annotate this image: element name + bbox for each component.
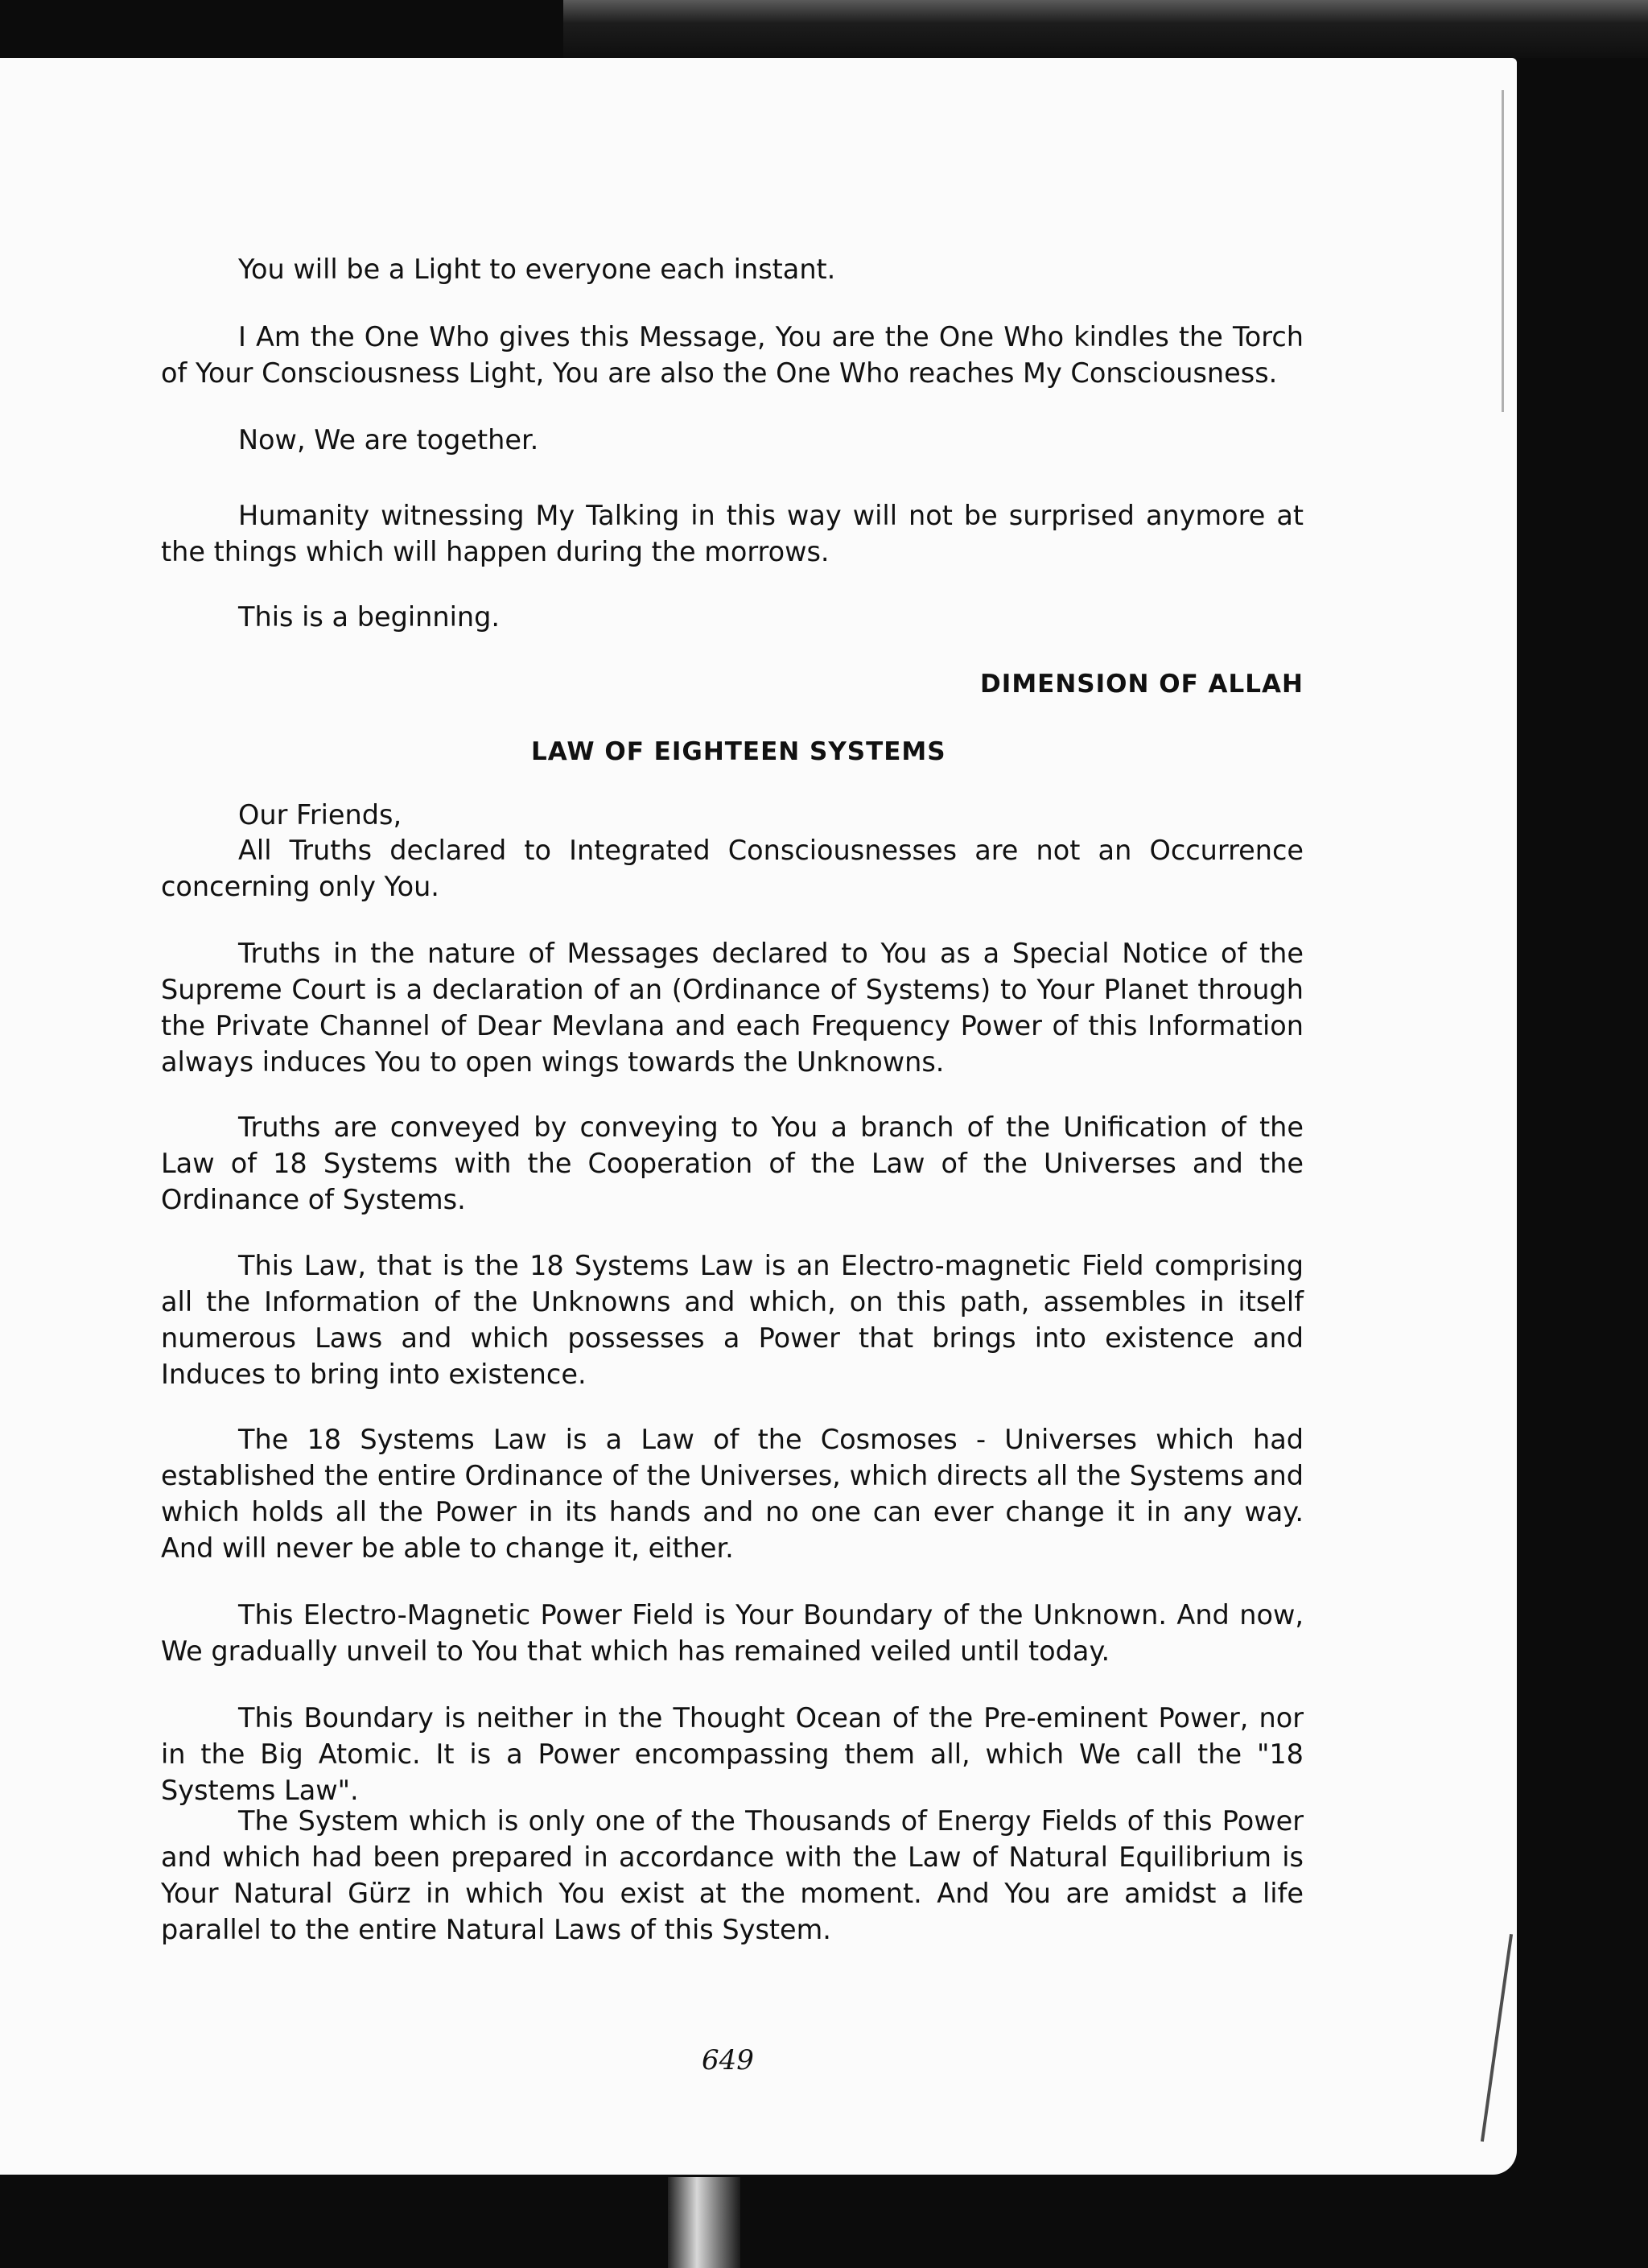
section-heading: LAW OF EIGHTEEN SYSTEMS [531,737,946,766]
page-edge-shadow [1502,90,1504,412]
scanner-top-edge [563,0,1648,58]
paragraph-humanity: Humanity witnessing My Talking in this way will not be surprised anymore at the things which will happen during the morrows. [161,500,1304,567]
paragraph-cosmoses: The 18 Systems Law is a Law of the Cosmoses - Universes which had established the entire Ordinance of the Universes, which directs all the Systems and which holds all the Power in its hands and no one can ever change it in any way. And will never be able to change it, either. [161,1424,1304,1564]
paragraph-light: You will be a Light to everyone each instant. [238,254,836,285]
page-number: 649 [702,2044,754,2076]
paragraph-supreme-court: Truths in the nature of Messages declared to You as a Special Notice of the Supreme Court is a declaration of an (Ordinance of Systems) to Your Planet through the Private Channel of Dear Mevlana and each Frequency Power of this Information always induces You to open wings towards the Unknowns. [161,938,1304,1078]
paragraph-electromagnetic-field: This Law, that is the 18 Systems Law is an Electro-magnetic Field comprising all the Information of the Unknowns and which, on this path, assembles in itself numerous Laws and which possesses a Power that brings into existence and Induces to bring into existence. [161,1250,1304,1390]
scanner-glare [668,2177,740,2268]
paragraph-truths-declared: All Truths declared to Integrated Consciousnesses are not an Occurrence concerning only You. [161,835,1304,902]
paragraph-unification: Truths are conveyed by conveying to You a branch of the Unification of the Law of 18 Systems with the Cooperation of the Law of the Universes and the Ordinance of Systems. [161,1111,1304,1215]
paragraph-natural-gurz: The System which is only one of the Thousands of Energy Fields of this Power and which had been prepared in accordance with the Law of Natural Equilibrium is Your Natural Gürz in which You exist at the moment. And You are amidst a life parallel to the entire Natural Laws of this System. [161,1805,1304,1945]
paragraph-together: Now, We are together. [238,424,539,456]
paragraph-message: I Am the One Who gives this Message, You are the One Who kindles the Torch of Your Consciousness Light, You are also the One Who reaches My Consciousness. [161,321,1304,389]
book-page [0,58,1517,2175]
paragraph-beginning: This is a beginning. [238,601,501,633]
paragraph-boundary-thought-ocean: This Boundary is neither in the Thought Ocean of the Pre-eminent Power, nor in the Big Atomic. It is a Power encompassing them all, which We call the "18 Systems Law". [161,1702,1304,1806]
signature-heading: DIMENSION OF ALLAH [980,670,1304,699]
salutation: Our Friends, [238,799,402,831]
page-curl-line [1481,1934,1513,2142]
paragraph-boundary-unknown: This Electro-Magnetic Power Field is Your Boundary of the Unknown. And now, We gradually unveil to You that which has remained veiled until today. [161,1599,1304,1667]
